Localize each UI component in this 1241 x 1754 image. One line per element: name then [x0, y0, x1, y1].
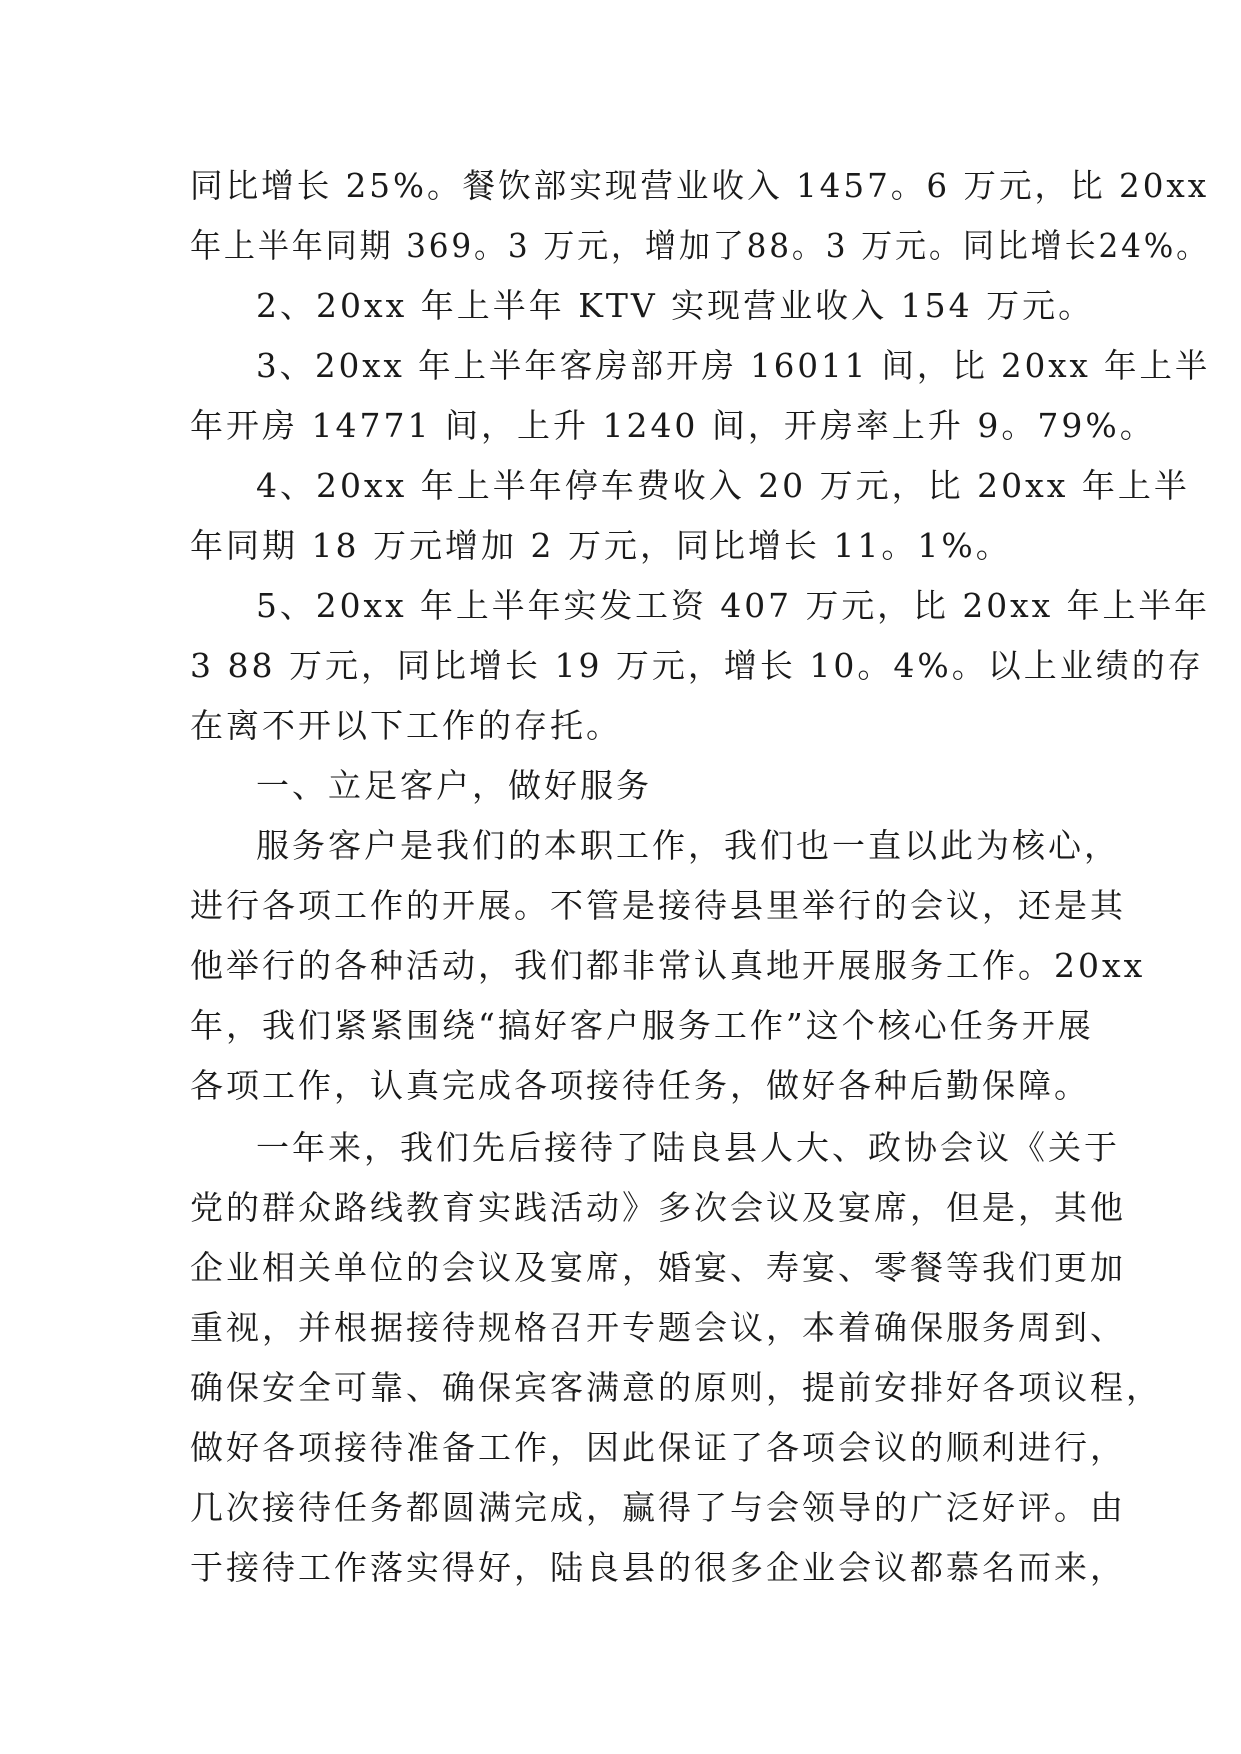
- text-line-6: 4、20xx 年上半年停车费收入 20 万元，比 20xx 年上半: [256, 466, 1190, 505]
- text-line-19: 企业相关单位的会议及宴席，婚宴、寿宴、零餐等我们更加: [190, 1248, 1126, 1287]
- text-line-18: 党的群众路线教育实践活动》多次会议及宴席，但是，其他: [190, 1188, 1126, 1227]
- text-line-22: 做好各项接待准备工作，因此保证了各项会议的顺利进行，: [190, 1428, 1126, 1467]
- text-line-15: 年，我们紧紧围绕“搞好客户服务工作”这个核心任务开展: [190, 1006, 1094, 1045]
- text-line-8: 5、20xx 年上半年实发工资 407 万元，比 20xx 年上半年: [256, 586, 1211, 625]
- text-line-1: 同比增长 25%。餐饮部实现营业收入 1457。6 万元，比 20xx: [190, 166, 1210, 205]
- text-line-17: 一年来，我们先后接待了陆良县人大、政协会议《关于: [256, 1128, 1120, 1167]
- text-line-4: 3、20xx 年上半年客房部开房 16011 间，比 20xx 年上半: [256, 346, 1211, 385]
- text-line-2: 年上半年同期 369。3 万元，增加了88。3 万元。同比增长24%。: [190, 226, 1210, 265]
- text-line-24: 于接待工作落实得好，陆良县的很多企业会议都慕名而来，: [190, 1548, 1126, 1587]
- text-line-13: 进行各项工作的开展。不管是接待县里举行的会议，还是其: [190, 886, 1126, 925]
- text-line-10: 在离不开以下工作的存托。: [190, 706, 622, 745]
- text-line-3: 2、20xx 年上半年 KTV 实现营业收入 154 万元。: [256, 286, 1095, 325]
- text-line-12: 服务客户是我们的本职工作，我们也一直以此为核心，: [256, 826, 1120, 865]
- section-heading: 一、立足客户，做好服务: [256, 766, 652, 805]
- text-line-9: 3 88 万元，同比增长 19 万元，增长 10。4%。以上业绩的存: [190, 646, 1204, 685]
- text-line-20: 重视，并根据接待规格召开专题会议，本着确保服务周到、: [190, 1308, 1126, 1347]
- text-line-23: 几次接待任务都圆满完成，赢得了与会领导的广泛好评。由: [190, 1488, 1126, 1527]
- text-line-16: 各项工作，认真完成各项接待任务，做好各种后勤保障。: [190, 1066, 1090, 1105]
- text-line-5: 年开房 14771 间，上升 1240 间，开房率上升 9。79%。: [190, 406, 1156, 445]
- text-line-7: 年同期 18 万元增加 2 万元，同比增长 11。1%。: [190, 526, 1012, 565]
- text-line-14: 他举行的各种活动，我们都非常认真地开展服务工作。20xx: [190, 946, 1146, 985]
- text-line-21: 确保安全可靠、确保宾客满意的原则，提前安排好各项议程，: [190, 1368, 1162, 1407]
